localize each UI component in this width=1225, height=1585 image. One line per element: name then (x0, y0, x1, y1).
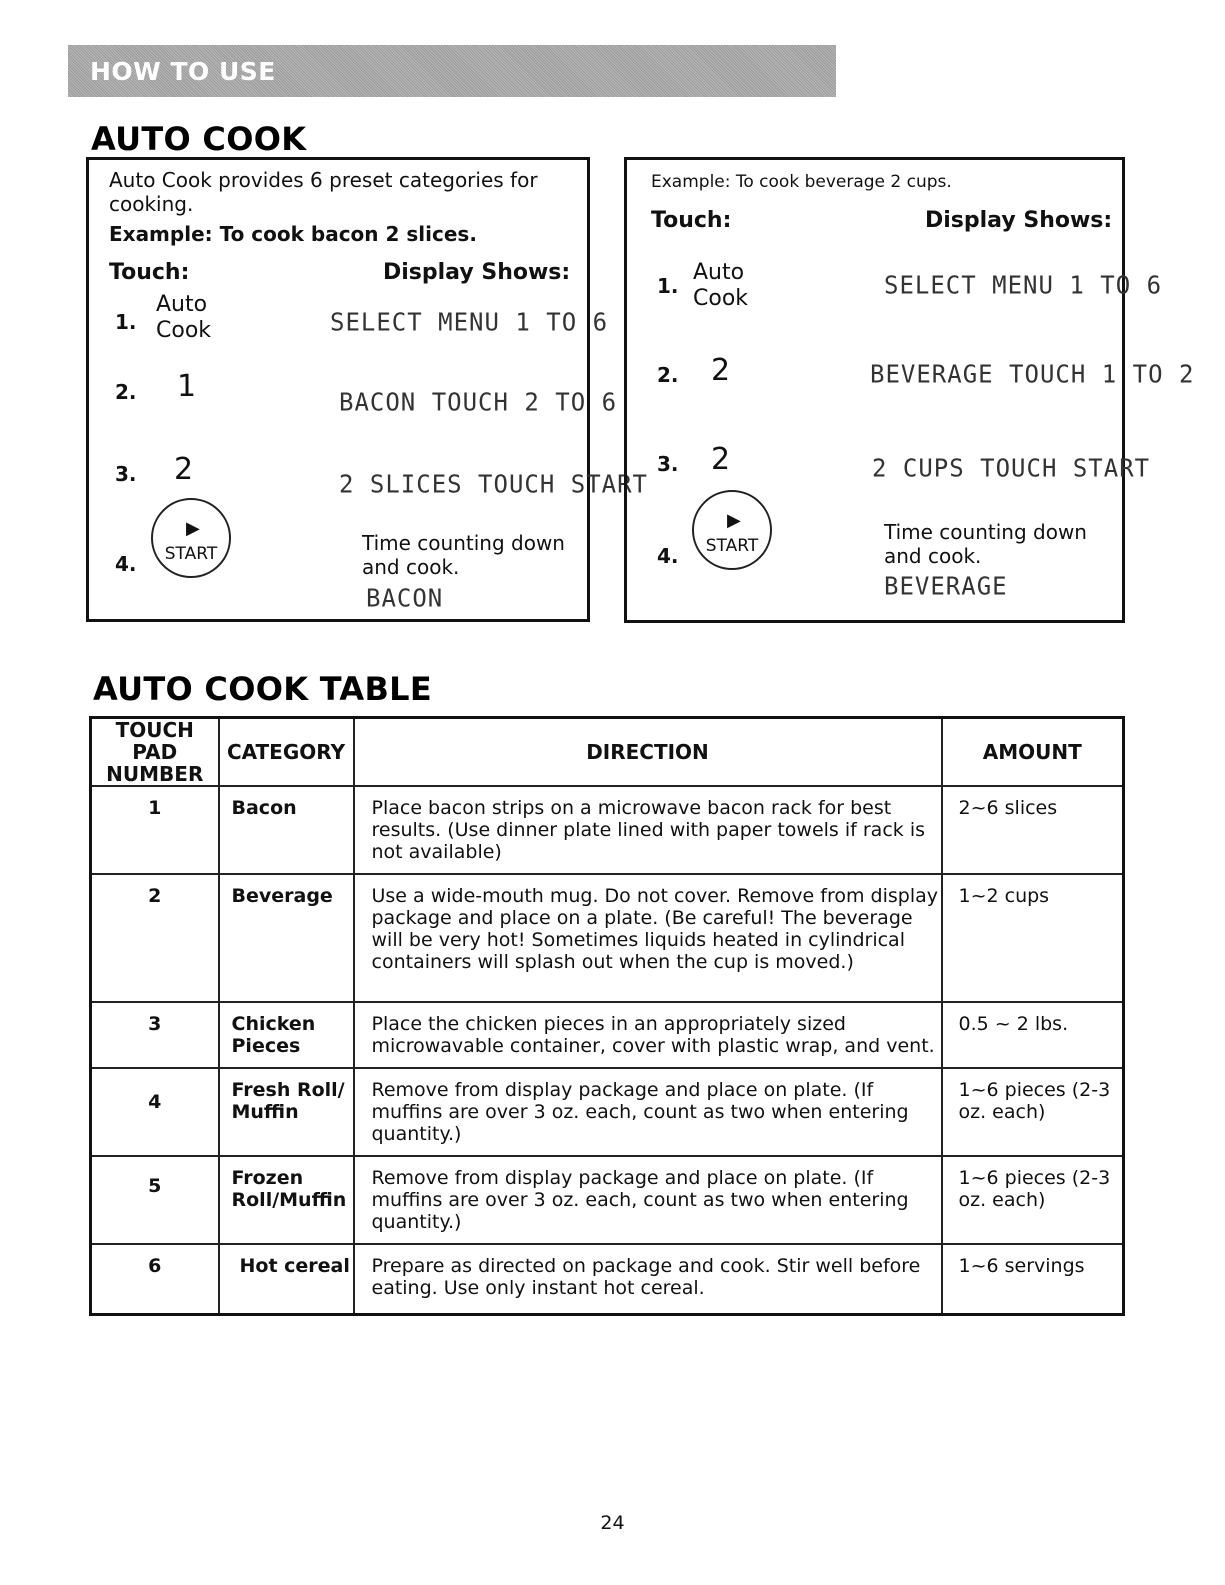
direction-cell: Remove from display package and place on plate. (If muffins are over 3 oz. each, count as two when entering quantity.) (354, 1068, 942, 1156)
countdown-text: Time counting down and cook. (884, 520, 1087, 568)
step-number: 2. (657, 363, 679, 387)
touch-header: Touch: (109, 260, 190, 285)
lcd-display: 2 SLICES TOUCH START (339, 469, 648, 499)
step-number: 3. (657, 452, 679, 476)
lcd-display: BACON (366, 583, 444, 613)
step-number: 1. (115, 310, 137, 334)
touch-pad-number: 1 (91, 786, 219, 874)
step-number: 4. (657, 544, 679, 568)
lcd-display: BACON TOUCH 2 TO 6 (339, 387, 618, 417)
start-button (151, 498, 231, 578)
touch-header: Touch: (651, 208, 732, 233)
number-pad-key: 2 (711, 353, 731, 388)
start-button-label: START (164, 544, 218, 564)
start-button (692, 490, 772, 570)
category-cell: Beverage (219, 874, 354, 1002)
number-pad-key: 2 (711, 442, 731, 477)
table-row (91, 874, 1124, 1002)
touch-pad-number: 2 (91, 874, 219, 1002)
bacon-example-title: Example: To cook bacon 2 slices. (109, 222, 477, 246)
table-row (91, 1002, 1124, 1068)
direction-cell: Remove from display package and place on plate. (If muffins are over 3 oz. each, count as two when entering quantity.) (354, 1156, 942, 1244)
table-row (91, 1156, 1124, 1244)
amount-cell: 0.5 ~ 2 lbs. (942, 1002, 1124, 1068)
display-header: Display Shows: (383, 260, 571, 285)
column-header: DIRECTION (354, 718, 942, 787)
amount-cell: 1~2 cups (942, 874, 1124, 1002)
auto-cook-table (89, 716, 1125, 1316)
step-number: 1. (657, 274, 679, 298)
amount-cell: 1~6 pieces (2-3 oz. each) (942, 1156, 1124, 1244)
direction-cell: Use a wide-mouth mug. Do not cover. Remove from display package and place on a plate. (Be careful! The beverage will be very hot! Sometimes liquids heated in cylindrical containers will splash out when the cup is moved.) (354, 874, 942, 1002)
lcd-display: SELECT MENU 1 TO 6 (330, 307, 609, 337)
section-banner (68, 45, 836, 97)
category-cell: Hot cereal (219, 1244, 354, 1314)
number-pad-key: 2 (174, 452, 194, 487)
touch-pad-number: 4 (91, 1068, 219, 1156)
category-cell: Frozen Roll/Muffin (219, 1156, 354, 1244)
touch-pad-number: 5 (91, 1156, 219, 1244)
step-number: 2. (115, 380, 137, 404)
table-header-row (91, 718, 1124, 787)
beverage-example-box (624, 157, 1195, 623)
lcd-display: 2 CUPS TOUCH START (872, 453, 1151, 483)
step-number: 3. (115, 462, 137, 486)
touch-pad-number: 6 (91, 1244, 219, 1314)
beverage-example-title: Example: To cook beverage 2 cups. (651, 172, 952, 192)
bacon-example-box (86, 157, 648, 622)
amount-cell: 1~6 pieces (2-3 oz. each) (942, 1068, 1124, 1156)
category-cell: Chicken Pieces (219, 1002, 354, 1068)
column-header: TOUCH PAD NUMBER (91, 718, 219, 787)
column-header: CATEGORY (219, 718, 354, 787)
auto-cook-pad: Auto Cook (693, 260, 749, 311)
lcd-display: SELECT MENU 1 TO 6 (884, 270, 1163, 300)
table-row (91, 1244, 1124, 1314)
table-row (91, 1068, 1124, 1156)
category-cell: Fresh Roll/ Muffin (219, 1068, 354, 1156)
start-button-label: START (705, 536, 759, 556)
banner-text: HOW TO USE (90, 57, 276, 86)
number-pad-key: 1 (177, 369, 197, 404)
auto-cook-heading: AUTO COOK (91, 120, 307, 158)
amount-cell: 1~6 servings (942, 1244, 1124, 1314)
countdown-text: Time counting down and cook. (362, 531, 565, 579)
direction-cell: Place bacon strips on a microwave bacon rack for best results. (Use dinner plate lined with paper towels if rack is not available) (354, 786, 942, 874)
direction-cell: Place the chicken pieces in an appropriately sized microwavable container, cover with plastic wrap, and vent. (354, 1002, 942, 1068)
category-cell: Bacon (219, 786, 354, 874)
auto-cook-table-heading: AUTO COOK TABLE (93, 670, 433, 708)
page-number: 24 (600, 1512, 625, 1534)
amount-cell: 2~6 slices (942, 786, 1124, 874)
auto-cook-pad: Auto Cook (156, 292, 212, 343)
lcd-display: BEVERAGE (884, 571, 1008, 601)
step-number: 4. (115, 552, 137, 576)
auto-cook-intro: Auto Cook provides 6 preset categories for cooking. (109, 168, 538, 216)
play-icon: ▶ (727, 510, 741, 531)
direction-cell: Prepare as directed on package and cook. Stir well before eating. Use only instant hot cereal. (354, 1244, 942, 1314)
table-row (91, 786, 1124, 874)
touch-pad-number: 3 (91, 1002, 219, 1068)
lcd-display: BEVERAGE TOUCH 1 TO 2 (870, 359, 1195, 389)
display-header: Display Shows: (925, 208, 1113, 233)
play-icon: ▶ (186, 518, 200, 539)
column-header: AMOUNT (942, 718, 1124, 787)
